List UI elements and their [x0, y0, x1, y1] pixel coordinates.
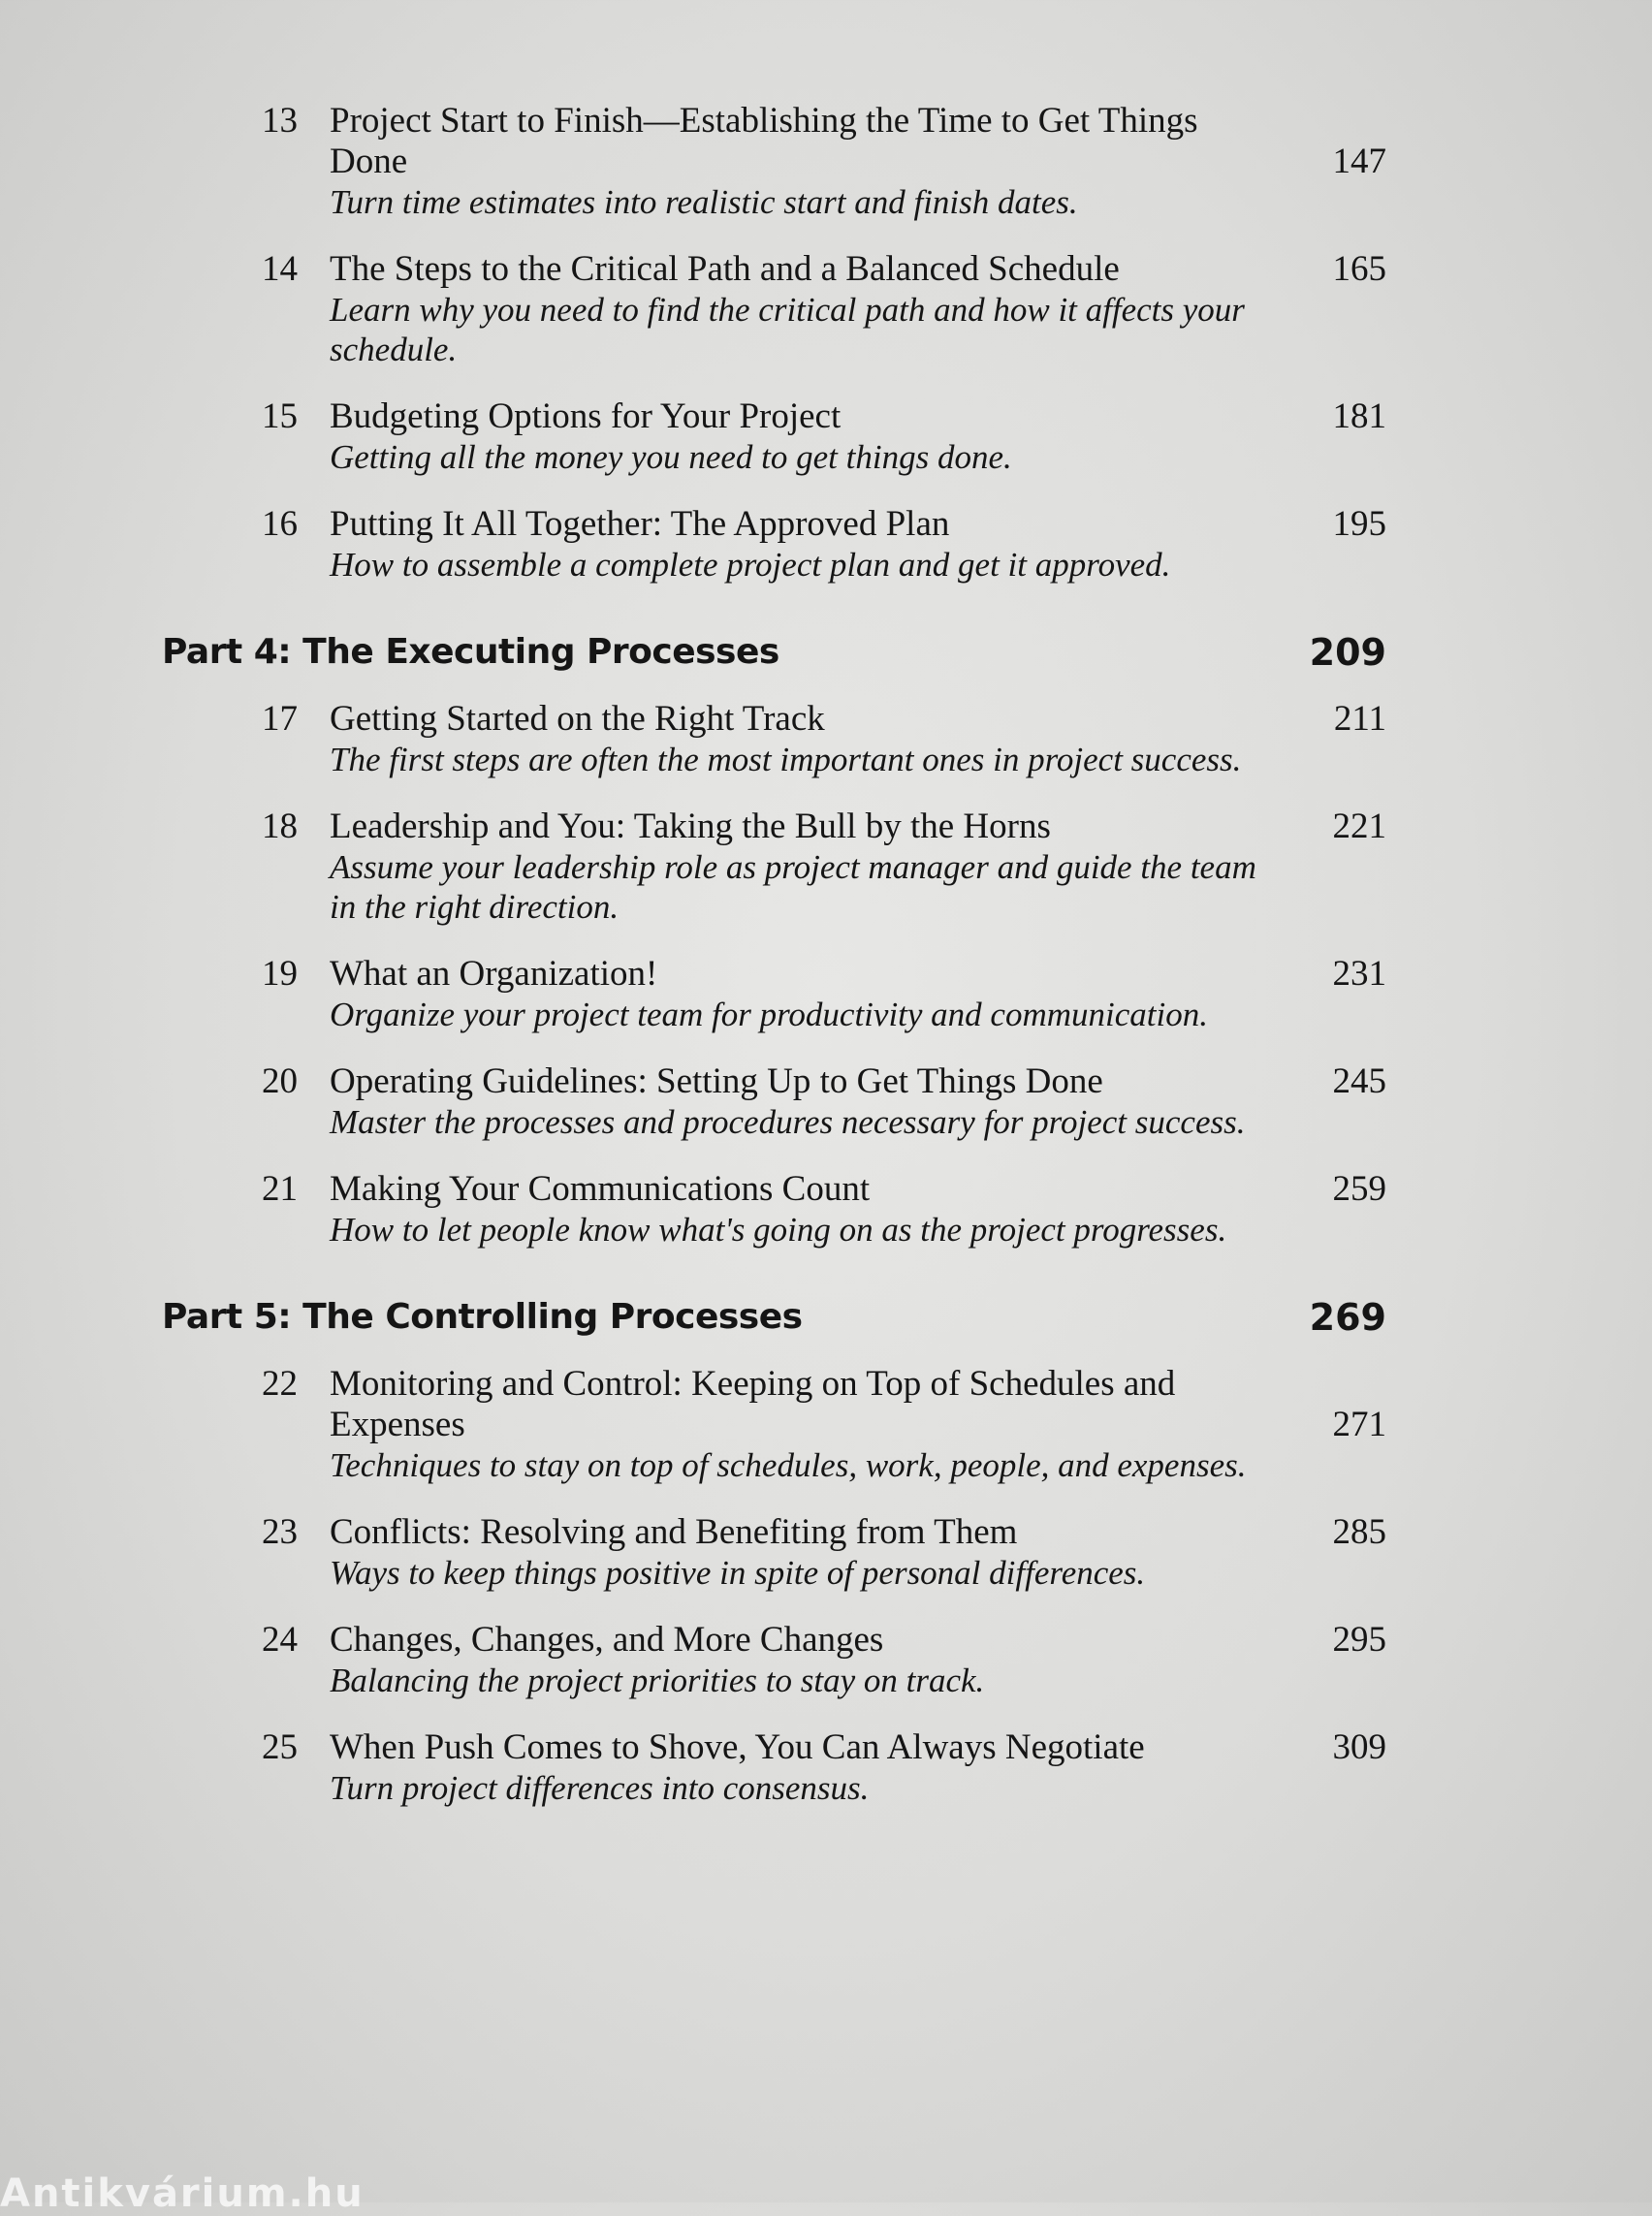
toc-entry-chapter-25	[160, 1727, 1386, 1808]
part-heading-5	[160, 1294, 1386, 1343]
chapter-page-number: 259	[1332, 1169, 1386, 1209]
chapter-title: Making Your Communications Count	[330, 1169, 871, 1209]
chapter-description: Turn time estimates into realistic start and finish dates.	[330, 183, 1078, 221]
part-title: Part 5: The Controlling Processes	[162, 1297, 803, 1337]
chapter-description: Assume your leadership role as project manager and guide the team in the right direction.	[330, 848, 1256, 926]
chapter-page-number: 165	[1332, 249, 1386, 289]
chapter-description: Master the processes and procedures necessary for project success.	[330, 1103, 1246, 1141]
chapter-description: The first steps are often the most important ones in project success.	[330, 741, 1242, 778]
chapter-page-number: 271	[1332, 1405, 1386, 1444]
chapter-number: 15	[262, 396, 298, 436]
chapter-page-number: 285	[1332, 1512, 1386, 1552]
chapter-description: Techniques to stay on top of schedules, work, people, and expenses.	[330, 1446, 1247, 1484]
toc-entry-chapter-19	[160, 954, 1386, 1034]
toc-entry-chapter-14	[160, 249, 1386, 369]
chapter-page-number: 221	[1332, 807, 1386, 846]
chapter-number: 14	[262, 249, 298, 289]
chapter-number: 18	[262, 807, 298, 846]
chapter-number: 17	[262, 699, 298, 739]
chapter-description: Getting all the money you need to get things done.	[330, 438, 1012, 476]
chapter-title: Putting It All Together: The Approved Plan	[330, 504, 950, 544]
chapter-title: Operating Guidelines: Setting Up to Get Things Done	[330, 1061, 1103, 1101]
chapter-title: Budgeting Options for Your Project	[330, 396, 842, 436]
chapter-description: Turn project differences into consensus.	[330, 1769, 870, 1807]
chapter-number: 24	[262, 1620, 298, 1660]
toc-entry-chapter-18	[160, 807, 1386, 927]
toc-entry-chapter-23	[160, 1512, 1386, 1593]
chapter-description: Organize your project team for productivity and communication.	[330, 996, 1208, 1033]
toc-entry-chapter-16	[160, 504, 1386, 585]
chapter-description: Learn why you need to find the critical path and how it affects your schedule.	[330, 291, 1245, 368]
chapter-number: 20	[262, 1061, 298, 1101]
chapter-description: Balancing the project priorities to stay on track.	[330, 1662, 985, 1699]
chapter-description: Ways to keep things positive in spite of personal differences.	[330, 1554, 1146, 1592]
chapter-page-number: 195	[1332, 504, 1386, 544]
chapter-page-number: 295	[1332, 1620, 1386, 1660]
chapter-number: 22	[262, 1364, 298, 1404]
toc-entry-chapter-15	[160, 396, 1386, 477]
part-page-number: 209	[1309, 631, 1386, 674]
chapter-page-number: 181	[1332, 396, 1386, 436]
chapter-title: What an Organization!	[330, 954, 658, 994]
toc-entry-chapter-20	[160, 1061, 1386, 1142]
toc-entry-chapter-21	[160, 1169, 1386, 1250]
chapter-page-number: 211	[1333, 699, 1386, 739]
chapter-title: Project Start to Finish—Establishing the Time to Get Things Done	[330, 101, 1198, 181]
watermark: Antikvárium.hu	[0, 2171, 365, 2216]
table-of-contents	[160, 101, 1386, 1835]
chapter-title: Conflicts: Resolving and Benefiting from Them	[330, 1512, 1018, 1552]
chapter-description: How to let people know what's going on as the project progresses.	[330, 1211, 1227, 1249]
toc-entry-chapter-13	[160, 101, 1386, 222]
chapter-page-number: 147	[1332, 142, 1386, 181]
part-page-number: 269	[1309, 1296, 1386, 1339]
chapter-title: Changes, Changes, and More Changes	[330, 1620, 884, 1660]
chapter-number: 21	[262, 1169, 298, 1209]
chapter-number: 25	[262, 1727, 298, 1767]
chapter-title: When Push Comes to Shove, You Can Always Negotiate	[330, 1727, 1145, 1767]
chapter-page-number: 309	[1332, 1727, 1386, 1767]
chapter-title: Getting Started on the Right Track	[330, 699, 825, 739]
toc-entry-chapter-22	[160, 1364, 1386, 1485]
chapter-number: 19	[262, 954, 298, 994]
chapter-title: Leadership and You: Taking the Bull by the Horns	[330, 807, 1051, 846]
chapter-description: How to assemble a complete project plan and get it approved.	[330, 546, 1171, 584]
chapter-number: 13	[262, 101, 298, 141]
chapter-number: 23	[262, 1512, 298, 1552]
chapter-page-number: 231	[1332, 954, 1386, 994]
toc-entry-chapter-17	[160, 699, 1386, 779]
part-title: Part 4: The Executing Processes	[162, 632, 779, 672]
chapter-page-number: 245	[1332, 1061, 1386, 1101]
toc-entry-chapter-24	[160, 1620, 1386, 1700]
chapter-number: 16	[262, 504, 298, 544]
part-heading-4	[160, 629, 1386, 678]
chapter-title: Monitoring and Control: Keeping on Top of Schedules and Expenses	[330, 1364, 1176, 1444]
chapter-title: The Steps to the Critical Path and a Balanced Schedule	[330, 249, 1120, 289]
